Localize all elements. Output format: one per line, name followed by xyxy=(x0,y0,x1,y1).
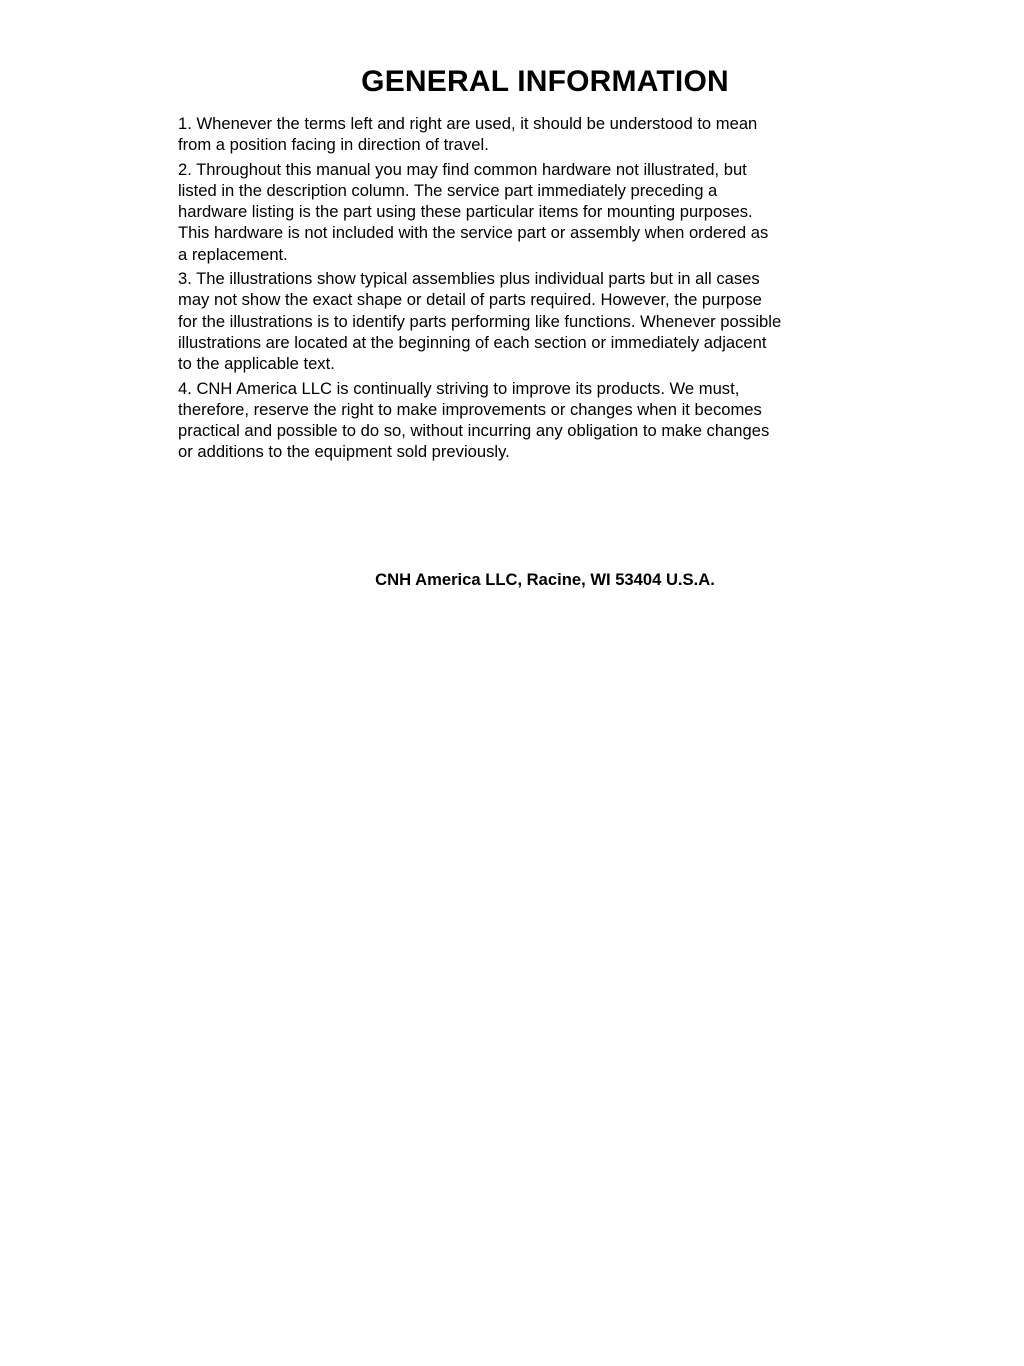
paragraph-3-line-4: illustrations are located at the beginning of each section or immediately adjacent xyxy=(178,332,767,352)
paragraph-2-line-5: a replacement. xyxy=(178,244,288,264)
paragraph-4-line-4: or additions to the equipment sold previously. xyxy=(178,442,510,462)
company-address: CNH America LLC, Racine, WI 53404 U.S.A. xyxy=(375,570,715,589)
paragraph-3-line-2: may not show the exact shape or detail of parts required. However, the purpose xyxy=(178,290,762,310)
paragraph-3-line-5: to the applicable text. xyxy=(178,354,335,374)
general-information-body xyxy=(178,113,858,466)
paragraph-2 xyxy=(178,159,858,265)
paragraph-1 xyxy=(178,113,858,156)
paragraph-2-line-1: 2. Throughout this manual you may find common hardware not illustrated, but xyxy=(178,159,747,179)
page-title: GENERAL INFORMATION xyxy=(361,65,729,98)
paragraph-3-line-1: 3. The illustrations show typical assemblies plus individual parts but in all cases xyxy=(178,269,760,289)
paragraph-4 xyxy=(178,378,858,463)
paragraph-4-line-3: practical and possible to do so, without incurring any obligation to make changes xyxy=(178,421,770,441)
paragraph-2-line-2: listed in the description column. The service part immediately preceding a xyxy=(178,180,718,200)
paragraph-4-line-1: 4. CNH America LLC is continually striving to improve its products. We must, xyxy=(178,378,740,398)
paragraph-1-line-2: from a position facing in direction of travel. xyxy=(178,135,489,155)
paragraph-1-line-1: 1. Whenever the terms left and right are used, it should be understood to mean xyxy=(178,114,758,133)
paragraph-4-line-2: therefore, reserve the right to make improvements or changes when it becomes xyxy=(178,399,762,419)
paragraph-2-line-4: This hardware is not included with the service part or assembly when ordered as xyxy=(178,223,769,243)
paragraph-3-line-3: for the illustrations is to identify parts performing like functions. Whenever possible xyxy=(178,311,782,331)
paragraph-3 xyxy=(178,268,858,374)
paragraph-2-line-3: hardware listing is the part using these particular items for mounting purposes. xyxy=(178,202,753,222)
